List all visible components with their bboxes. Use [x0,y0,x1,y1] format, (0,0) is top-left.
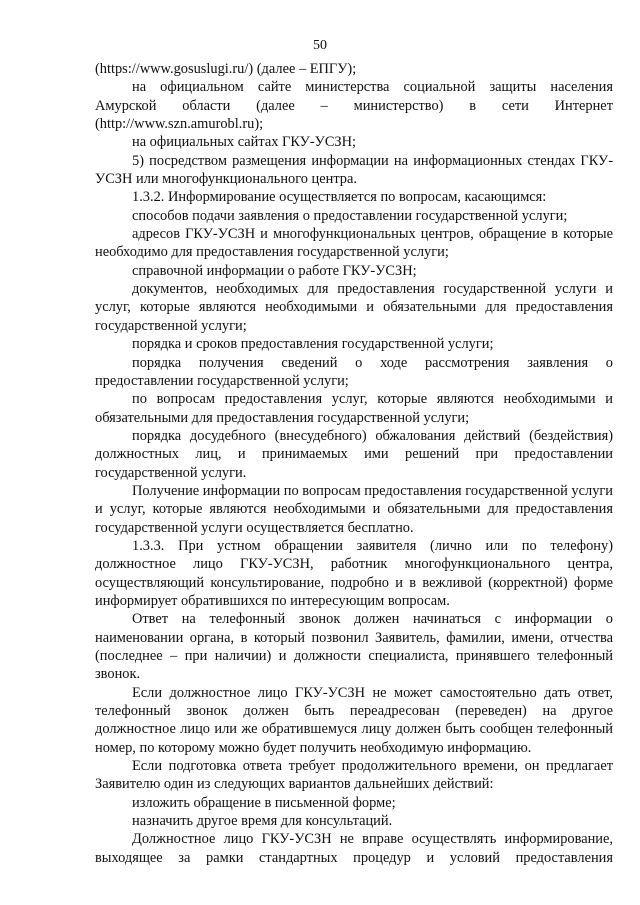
paragraph: порядка досудебного (внесудебного) обжалования действий (бездействия) должностных лиц, и принимаемых ими решений при предоставлении государственной услуги. [95,427,613,481]
paragraph: Если подготовка ответа требует продолжительного времени, он предлагает Заявителю один из следующих вариантов дальнейших действий: [95,758,613,793]
paragraph: назначить другое время для консультаций. [132,813,393,830]
paragraph: по вопросам предоставления услуг, которые являются необходимыми и обязательными для предоставления государственной услуги; [95,391,613,426]
paragraph: 1.3.3. При устном обращении заявителя (лично или по телефону) должностное лицо ГКУ-УСЗН, работник многофункционального центра, осуществляющий консультирование, подробно и в вежливой (корректной) форме информирует обратившихся по интересующим вопросам. [95,537,613,609]
paragraph: порядка и сроков предоставления государственной услуги; [132,336,494,353]
paragraph: справочной информации о работе ГКУ-УСЗН; [132,262,417,279]
paragraph: документов, необходимых для предоставления государственной услуги и услуг, которые являются необходимыми и обязательными для предоставления государственной услуги; [95,281,613,334]
paragraph: (https://www.gosuslugi.ru/) (далее – ЕПГУ); [95,61,357,77]
paragraph: на официальных сайтах ГКУ-УСЗН; [132,134,357,151]
paragraph: Ответ на телефонный звонок должен начинаться с информации о наименовании органа, в который позвонил Заявитель, фамилии, имени, отчества (последнее – при наличии) и должности специалиста, принявшего телефонный звонок. [95,611,613,683]
paragraph: 5) посредством размещения информации на информационных стендах ГКУ-УСЗН или многофункционального центра. [95,152,613,188]
paragraph: на официальном сайте министерства социальной защиты населения Амурской области (далее – министерство) в сети Интернет (http://www.szn.amurobl.ru); [95,79,613,133]
paragraph: порядка получения сведений о ходе рассмотрения заявления о предоставлении государственной услуги; [95,354,613,389]
paragraph: Должностное лицо ГКУ-УСЗН не вправе осуществлять информирование, выходящее за рамки стандартных процедур и условий предоставления [95,831,613,866]
paragraph: способов подачи заявления о предоставлении государственной услуги; [132,207,568,224]
paragraph: Получение информации по вопросам предоставления государственной услуги и услуг, которые являются необходимыми и обязательными для предоставления государственной услуги осуществляется бесплатно. [95,482,613,536]
paragraph: изложить обращение в письменной форме; [132,794,396,811]
paragraph: Если должностное лицо ГКУ-УСЗН не может самостоятельно дать ответ, телефонный звонок должен быть переадресован (переведен) на другое должностное лицо или же обратившемуся лицу должен быть сообщен телефонный номер, по которому можно будет получить необходимую информацию. [95,684,613,756]
page-number: 50 [313,38,327,53]
paragraph: 1.3.2. Информирование осуществляется по вопросам, касающимся: [132,189,547,206]
document-body [95,60,613,867]
paragraph: адресов ГКУ-УСЗН и многофункциональных центров, обращение в которые необходимо для предоставления государственной услуги; [95,226,613,261]
